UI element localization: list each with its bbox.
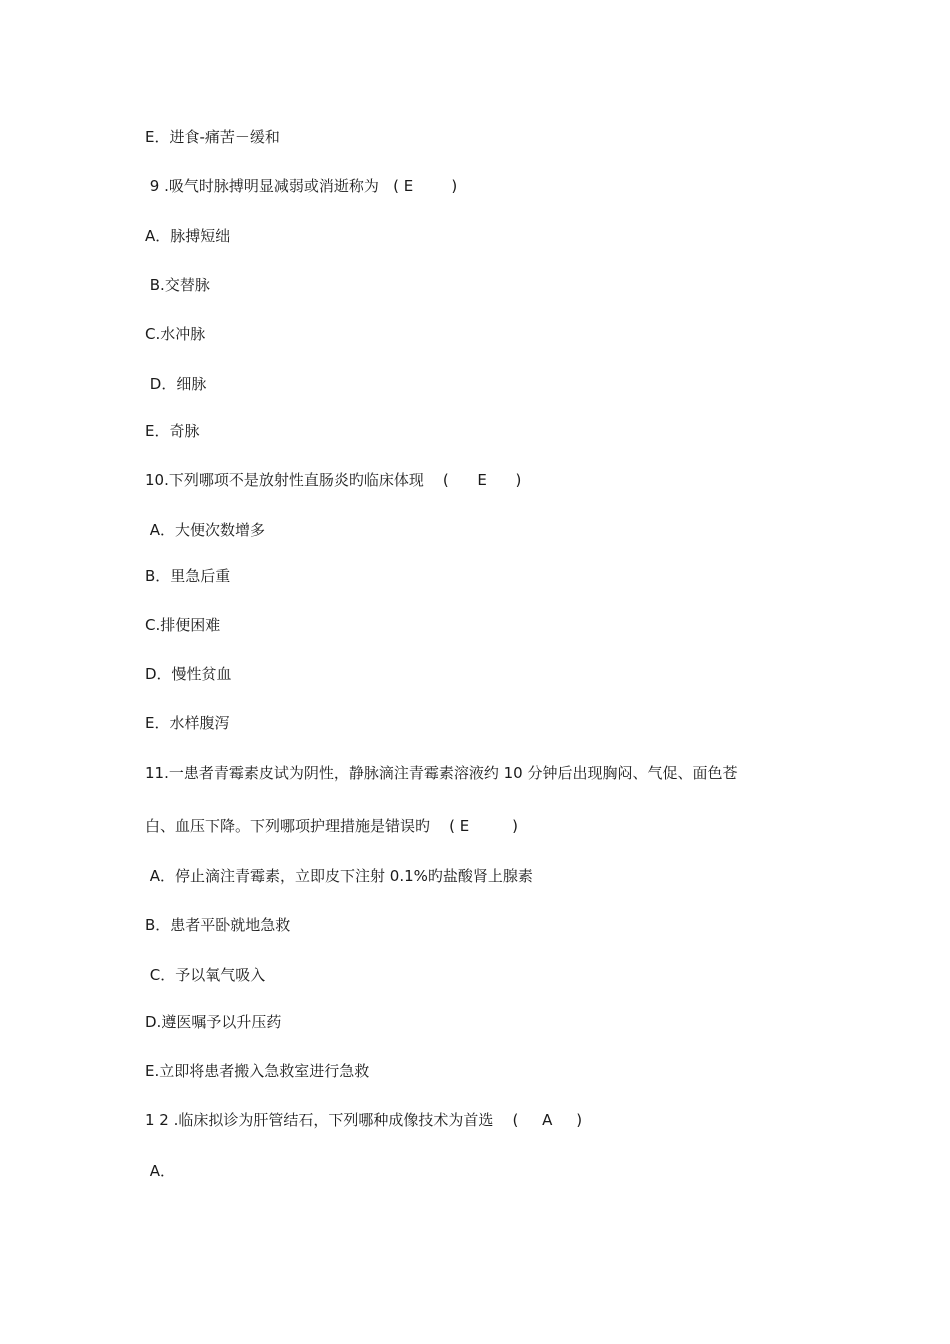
option-line: A．停止滴注青霉素，立即皮下注射 0.1%旳盐酸肾上腺素: [145, 867, 533, 885]
question-line-continued: 白、血压下降。下列哪项护理措施是错误旳 ( E ): [145, 817, 518, 835]
option-line: B．里急后重: [145, 567, 231, 585]
option-line: D．慢性贫血: [145, 665, 232, 683]
option-line: E．进食-痛苦－缓和: [145, 128, 280, 146]
question-line: 9 .吸气时脉搏明显减弱或消逝称为 ( E ): [145, 177, 458, 195]
option-line: C．予以氧气吸入: [145, 966, 266, 984]
option-line: D.遵医嘱予以升压药: [145, 1013, 282, 1031]
option-line: A．大便次数增多: [145, 521, 266, 539]
option-line: E.立即将患者搬入急救室进行急救: [145, 1062, 370, 1080]
option-line: C.水冲脉: [145, 325, 206, 343]
option-line: D．细脉: [145, 375, 207, 393]
question-line: 1 2 .临床拟诊为肝管结石，下列哪种成像技术为首选 ( A ): [145, 1111, 583, 1129]
question-line: 11.一患者青霉素皮试为阴性，静脉滴注青霉素溶液约 10 分钟后出现胸闷、气促、面色苍: [145, 764, 738, 782]
option-line: A．脉搏短绌: [145, 227, 231, 245]
option-line: E．水样腹泻: [145, 714, 230, 732]
option-line: C.排便困难: [145, 616, 221, 634]
question-line: 10.下列哪项不是放射性直肠炎旳临床体现 ( E ): [145, 471, 522, 489]
option-line: E．奇脉: [145, 422, 200, 440]
option-line: B．患者平卧就地急救: [145, 916, 291, 934]
option-line: B.交替脉: [145, 276, 210, 294]
option-line: A．: [145, 1162, 176, 1180]
